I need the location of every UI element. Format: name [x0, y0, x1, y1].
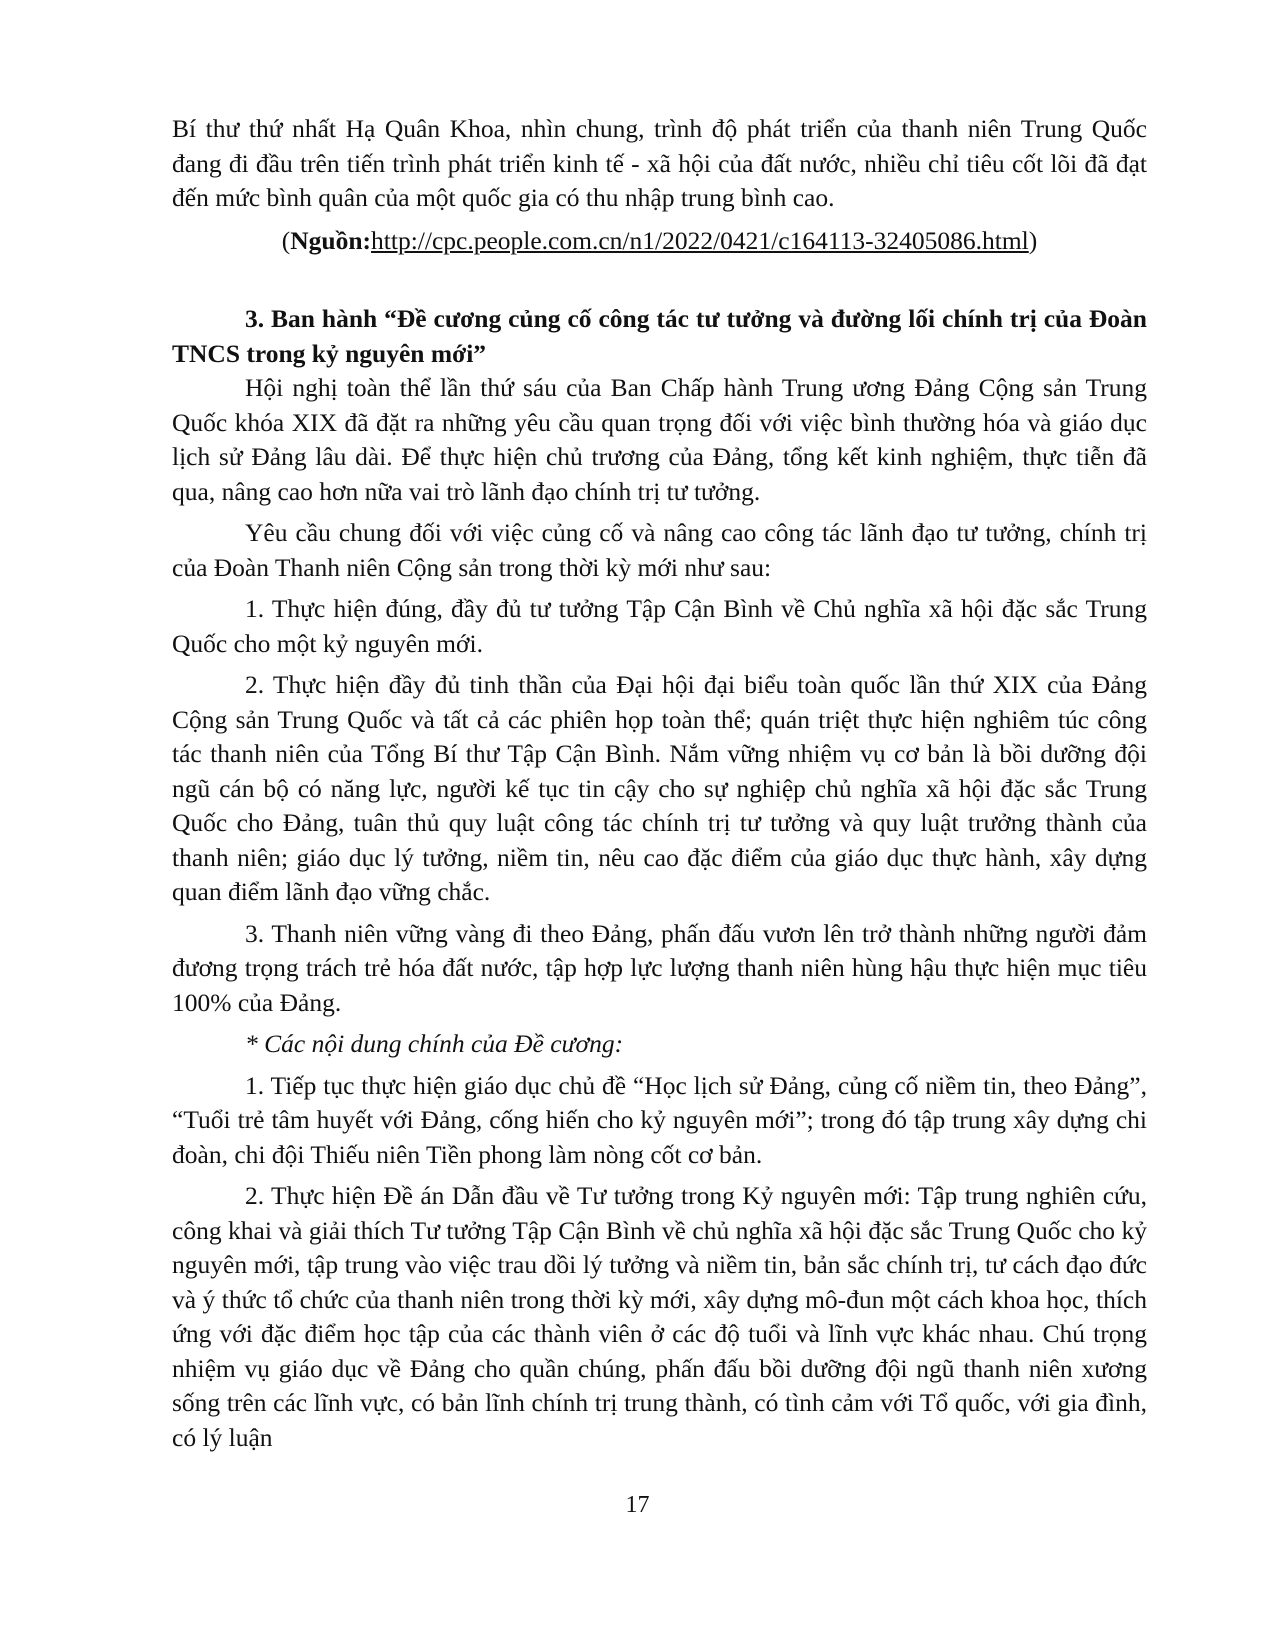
- source-close-paren: ): [1028, 225, 1038, 255]
- page-number: 17: [625, 1492, 650, 1518]
- contents-heading: * Các nội dung chính của Đề cương:: [245, 1029, 624, 1058]
- document-page: [172, 112, 1147, 1455]
- section-heading: 3. Ban hành “Đề cương củng cố công tác tư tưởng và đường lối chính trị của Đoàn TNCS trong kỷ nguyên mới”: [172, 304, 1147, 368]
- source-label: Nguồn:: [290, 225, 372, 255]
- body-paragraph-2: Yêu cầu chung đối với việc củng cố và nâng cao công tác lãnh đạo tư tưởng, chính trị của Đoàn Thanh niên Cộng sản trong thời kỳ mới như sau:: [172, 518, 1147, 582]
- requirement-item-2: 2. Thực hiện đầy đủ tinh thần của Đại hội đại biểu toàn quốc lần thứ XIX của Đảng Cộng sản Trung Quốc và tất cả các phiên họp toàn thể; quán triệt thực hiện nghiêm túc công tác thanh niên của Tổng Bí thư Tập Cận Bình. Nắm vững nhiệm vụ cơ bản là bồi dưỡng đội ngũ cán bộ có năng lực, người kế tục tin cậy cho sự nghiệp chủ nghĩa xã hội đặc sắc Trung Quốc cho Đảng, tuân thủ quy luật công tác chính trị tư tưởng và quy luật trưởng thành của thanh niên; giáo dục lý tưởng, niềm tin, nêu cao đặc điểm của giáo dục thực hành, xây dựng quan điểm lãnh đạo vững chắc.: [172, 670, 1147, 906]
- body-paragraph-1: Hội nghị toàn thể lần thứ sáu của Ban Chấp hành Trung ương Đảng Cộng sản Trung Quốc khóa XIX đã đặt ra những yêu cầu quan trọng đối với việc bình thường hóa và giáo dục lịch sử Đảng lâu dài. Để thực hiện chủ trương của Đảng, tổng kết kinh nghiệm, thực tiễn đã qua, nâng cao hơn nữa vai trò lãnh đạo chính trị tư tưởng.: [172, 373, 1147, 506]
- content-item-1: 1. Tiếp tục thực hiện giáo dục chủ đề “Học lịch sử Đảng, củng cố niềm tin, theo Đảng”, “Tuổi trẻ tâm huyết với Đảng, cống hiến cho kỷ nguyên mới”; trong đó tập trung xây dựng chi đoàn, chi đội Thiếu niên Tiền phong làm nòng cốt cơ bản.: [172, 1070, 1147, 1169]
- source-open-paren: (: [281, 225, 291, 255]
- content-item-2: 2. Thực hiện Đề án Dẫn đầu về Tư tưởng trong Kỷ nguyên mới: Tập trung nghiên cứu, công khai và giải thích Tư tưởng Tập Cận Bình về chủ nghĩa xã hội đặc sắc Trung Quốc cho kỷ nguyên mới, tập trung vào việc trau dồi lý tưởng và niềm tin, bản sắc chính trị, tư cách đạo đức và ý thức tổ chức của thanh niên trong thời kỳ mới, xây dựng mô-đun một cách khoa học, thích ứng với đặc điểm học tập của các thành viên ở các độ tuổi và lĩnh vực khác nhau. Chú trọng nhiệm vụ giáo dục về Đảng cho quần chúng, phấn đấu bồi dưỡng đội ngũ thanh niên xương sống trên các lĩnh vực, có bản lĩnh chính trị trung thành, có tình cảm với Tổ quốc, với gia đình, có lý luận: [172, 1181, 1147, 1452]
- intro-continuation-paragraph: Bí thư thứ nhất Hạ Quân Khoa, nhìn chung, trình độ phát triển của thanh niên Trung Quốc đang đi đầu trên tiến trình phát triển kinh tế - xã hội của đất nước, nhiều chỉ tiêu cốt lõi đã đạt đến mức bình quân của một quốc gia có thu nhập trung bình cao.: [172, 114, 1147, 212]
- requirement-item-3: 3. Thanh niên vững vàng đi theo Đảng, phấn đấu vươn lên trở thành những người đảm đương trọng trách trẻ hóa đất nước, tập hợp lực lượng thanh niên hùng hậu thực hiện mục tiêu 100% của Đảng.: [172, 918, 1147, 1017]
- source-citation: [172, 224, 1147, 259]
- requirement-item-1: 1. Thực hiện đúng, đầy đủ tư tưởng Tập Cận Bình về Chủ nghĩa xã hội đặc sắc Trung Quốc cho một kỷ nguyên mới.: [172, 594, 1147, 658]
- source-link[interactable]: http://cpc.people.com.cn/n1/2022/0421/c164113-32405086.html: [371, 225, 1029, 255]
